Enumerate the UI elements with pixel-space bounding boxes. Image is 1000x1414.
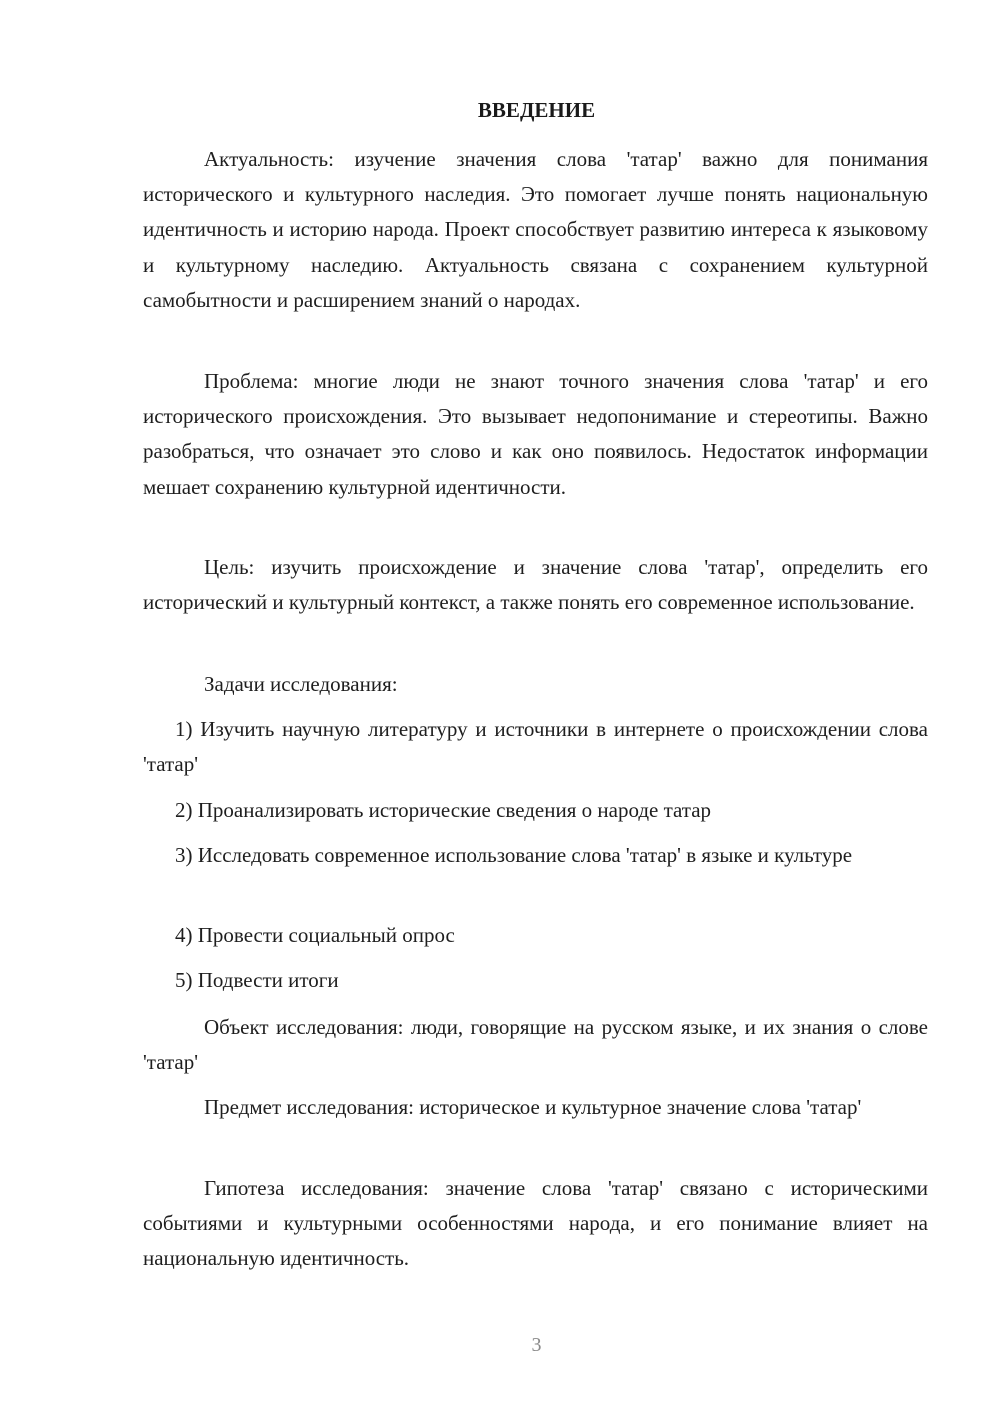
- paragraph-problem: Проблема: многие люди не знают точного значения слова 'татар' и его исторического происхождения. Это вызывает недопонимание и стереотипы. Важно разобраться, что означает это слово и как оно появилось. Недостаток информации мешает сохранению культурной идентичности.: [143, 369, 928, 499]
- task-item-1: 1) Изучить научную литературу и источники в интернете о происхождении слова 'татар': [143, 717, 928, 777]
- task-item-5: 5) Подвести итоги: [175, 968, 339, 992]
- paragraph-object: Объект исследования: люди, говорящие на русском языке, и их знания о слове 'татар': [143, 1015, 928, 1075]
- paragraph-tasks-heading: Задачи исследования:: [204, 672, 398, 696]
- paragraph-hypothesis: Гипотеза исследования: значение слова 'татар' связано с историческими событиями и культурными особенностями народа, и его понимание влияет на национальную идентичность.: [143, 1176, 928, 1271]
- page-number: 3: [531, 1334, 542, 1356]
- paragraph-subject: Предмет исследования: историческое и культурное значение слова 'татар': [204, 1095, 862, 1119]
- page-title: ВВЕДЕНИЕ: [477, 98, 596, 122]
- paragraph-relevance: Актуальность: изучение значения слова 'татар' важно для понимания исторического и культурного наследия. Это помогает лучше понять национальную идентичность и историю народа. Проект способствует развитию интереса к языковому и культурному наследию. Актуальность связана с сохранением культурной самобытности и расширением знаний о народах.: [143, 147, 928, 312]
- task-item-2: 2) Проанализировать исторические сведения о народе татар: [175, 798, 712, 822]
- paragraph-goal: Цель: изучить происхождение и значение слова 'татар', определить его исторический и культурный контекст, а также понять его современное использование.: [143, 555, 928, 615]
- task-item-4: 4) Провести социальный опрос: [175, 923, 455, 947]
- task-item-3: 3) Исследовать современное использование слова 'татар' в языке и культуре: [175, 843, 853, 867]
